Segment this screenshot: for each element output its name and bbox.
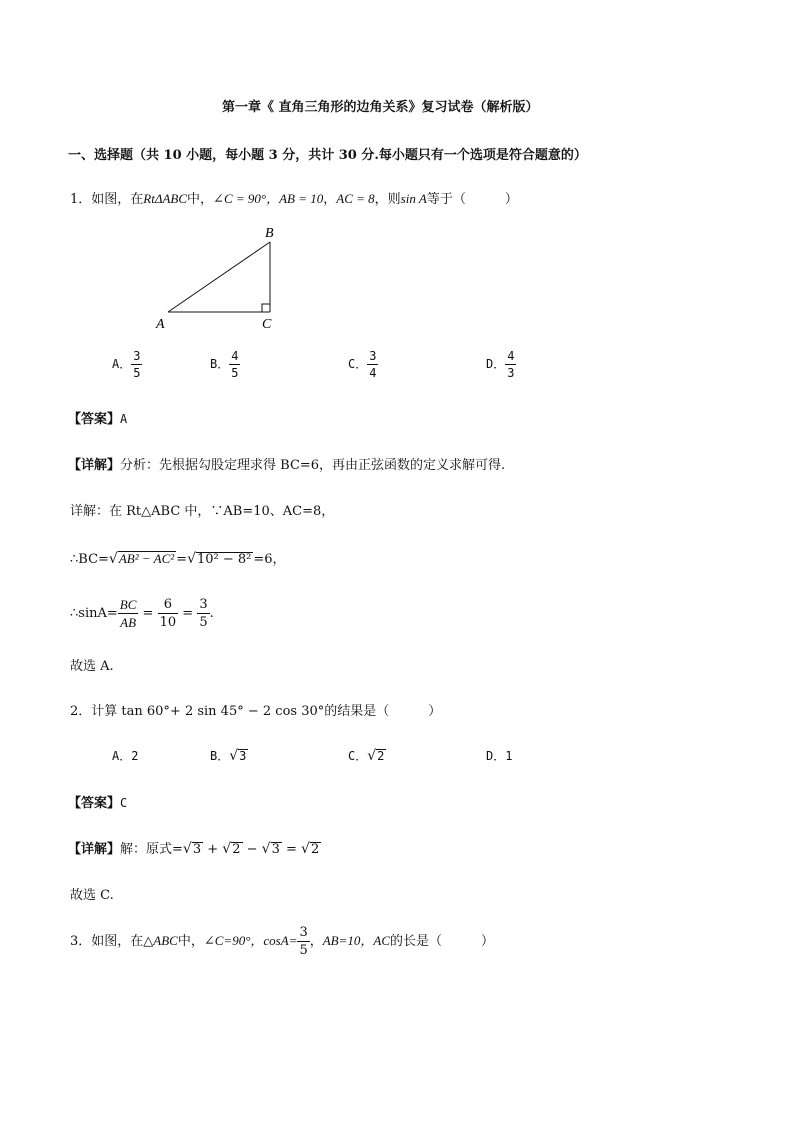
option-letter: B．: [210, 357, 230, 371]
answer-tag: 【答案】: [68, 412, 121, 427]
q1-option-b[interactable]: [210, 350, 240, 379]
option-letter: A．: [112, 749, 132, 763]
radicand: 3: [192, 842, 202, 857]
q2-option-d[interactable]: [486, 747, 512, 764]
vertex-label-c: C: [262, 317, 272, 332]
radicand-1: AB² − AC²: [118, 551, 175, 566]
equals: =: [142, 606, 154, 621]
radicand-2: 10² − 8²: [196, 552, 252, 567]
equals: =: [176, 552, 188, 567]
sqrt-icon: √: [187, 551, 196, 567]
sqrt-icon: √: [367, 748, 377, 764]
equals: =: [281, 842, 302, 857]
q3-zhong: 中，: [177, 934, 204, 949]
question-3-prompt: [70, 926, 494, 957]
option-letter: C．: [348, 357, 368, 371]
period: .: [209, 606, 214, 621]
section-heading: 一、选择题（共 10 小题，每小题 3 分，共计 30 分.每小题只有一个选项是符合题意的）: [68, 148, 587, 163]
q1-ac: AC = 8: [336, 191, 375, 206]
q2-option-c[interactable]: [348, 747, 386, 764]
option-value: 2: [377, 749, 385, 763]
frac-num: BC: [119, 597, 137, 612]
option-den: 5: [231, 366, 239, 380]
page-title: 第一章《 直角三角形的边角关系》复习试卷（解析版）: [222, 100, 539, 115]
option-letter: C．: [348, 749, 368, 763]
q1-zhong: 中，: [187, 192, 214, 207]
option-letter: D．: [486, 357, 506, 371]
q1-sina: sin A: [400, 191, 427, 206]
sqrt-icon: √: [222, 841, 232, 857]
q1-tail: 等于（ ）: [426, 192, 518, 207]
q1-solution-sina: [70, 598, 214, 629]
answer-value: C: [120, 796, 128, 810]
option-letter: A．: [112, 357, 132, 371]
radicand: 2: [232, 842, 241, 857]
equals: =: [182, 606, 194, 621]
frac-den: 5: [299, 943, 308, 958]
q3-angle: ∠C=90°，cosA=: [203, 933, 298, 948]
option-value: 3: [239, 749, 247, 763]
question-2-prompt: 2．计算 tan 60°+ 2 sin 45° − 2 cos 30°的结果是（ ）: [70, 704, 442, 719]
q1-sep: ，: [323, 192, 337, 207]
q1-detail: [68, 454, 505, 473]
bc-prefix: ∴BC=: [70, 552, 109, 567]
bc-tail: =6，: [253, 552, 286, 567]
q3-ac: AC: [373, 933, 391, 948]
vertex-label-b: B: [265, 226, 274, 241]
q1-answer: [68, 408, 127, 427]
q2-detail: [68, 838, 321, 857]
frac-num: 3: [299, 925, 308, 940]
side-ab: [168, 242, 270, 312]
sqrt-icon: √: [108, 551, 118, 567]
q1-option-d[interactable]: [486, 350, 516, 379]
q3-triangle: ABC: [153, 933, 178, 948]
option-letter: D．: [486, 749, 506, 763]
radicand: 3: [271, 842, 280, 857]
detail-text: 分析：先根据勾股定理求得 BC=6，再由正弦函数的定义求解可得.: [120, 458, 506, 473]
answer-value: A: [120, 412, 128, 426]
q2-conclusion: 故选 C.: [70, 888, 114, 903]
question-1-prompt: [70, 188, 518, 207]
q1-solution-bc: [70, 548, 286, 567]
q2-option-b[interactable]: [210, 747, 248, 764]
option-num: 3: [369, 349, 377, 363]
q1-solution-line-1: 详解：在 Rt△ABC 中，∵AB=10、AC=8，: [70, 504, 335, 519]
comma: ，: [309, 934, 323, 949]
q1-number: 1．如图，在: [70, 192, 144, 207]
detail-tag: 【详解】: [68, 842, 121, 857]
vertex-label-a: A: [156, 317, 165, 332]
option-num: 4: [231, 349, 239, 363]
option-letter: B．: [210, 749, 230, 763]
q1-angle-c: ∠C = 90°，: [213, 191, 280, 206]
frac-den: 10: [159, 615, 177, 630]
q1-triangle: RtΔABC: [143, 191, 188, 206]
frac-num: 3: [199, 597, 208, 612]
q1-then: ，则: [374, 192, 401, 207]
detail-tag: 【详解】: [68, 458, 121, 473]
sqrt-icon: √: [301, 841, 310, 857]
frac-den: 5: [199, 615, 208, 630]
q3-prefix: 3．如图，在△: [70, 934, 154, 949]
option-num: 3: [133, 349, 141, 363]
plus: +: [203, 842, 223, 857]
detail-prefix: 解：原式=: [120, 842, 183, 857]
q3-tail: 的长是（ ）: [390, 934, 495, 949]
sqrt-icon: √: [182, 841, 192, 857]
option-den: 3: [507, 366, 515, 380]
sina-prefix: ∴sinA=: [70, 606, 118, 621]
q2-answer: [68, 792, 127, 811]
q1-triangle-figure: [150, 222, 310, 332]
frac-den: AB: [120, 615, 137, 630]
frac-num: 6: [158, 598, 179, 614]
radicand: 2: [310, 842, 320, 857]
q1-conclusion: 故选 A.: [70, 659, 114, 674]
q2-option-a[interactable]: [112, 747, 138, 764]
right-angle-marker: [262, 304, 270, 312]
sqrt-icon: √: [261, 841, 271, 857]
option-den: 5: [133, 366, 141, 380]
minus: −: [242, 842, 262, 857]
option-value: 1: [505, 749, 513, 763]
answer-tag: 【答案】: [68, 796, 121, 811]
option-value: 2: [131, 749, 139, 763]
q1-option-a[interactable]: [112, 350, 142, 379]
q3-ab: AB=10，: [322, 933, 374, 948]
option-den: 4: [369, 366, 377, 380]
q1-ab: AB = 10: [279, 191, 324, 206]
option-num: 4: [507, 349, 515, 363]
q1-option-c[interactable]: [348, 350, 378, 379]
sqrt-icon: √: [229, 748, 239, 764]
